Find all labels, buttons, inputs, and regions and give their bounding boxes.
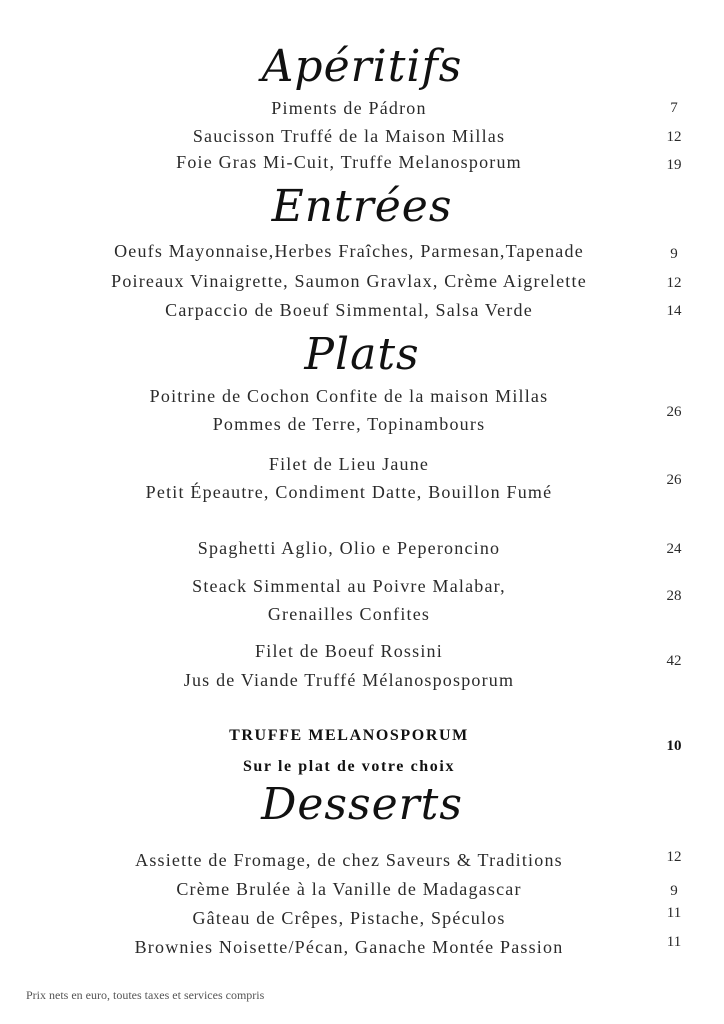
menu-item-name: Filet de Boeuf Rossini [255, 641, 443, 661]
menu-item-name: Gâteau de Crêpes, Pistache, Spéculos [192, 908, 506, 928]
menu-item-name: Assiette de Fromage, de chez Saveurs & Traditions [135, 850, 563, 870]
section-title-plats: Plats [304, 329, 420, 380]
menu-item-description: Petit Épeautre, Condiment Datte, Bouillon Fumé [145, 482, 553, 502]
menu-item-price: 42 [666, 653, 682, 669]
menu-item-price: 7 [670, 100, 678, 116]
special-price: 10 [666, 738, 682, 754]
special-subtitle: Sur le plat de votre choix [242, 758, 456, 775]
menu-item-price: 9 [670, 883, 678, 899]
section-title-aperitifs: Apéritifs [261, 41, 463, 92]
special-title: TRUFFE MELANOSPORUM [229, 727, 469, 744]
menu-item-name: Saucisson Truffé de la Maison Millas [192, 126, 506, 146]
menu-item-price: 14 [666, 303, 682, 319]
menu-item-description: Grenailles Confites [267, 604, 431, 624]
menu-item-price: 26 [666, 404, 682, 420]
menu-item-name: Foie Gras Mi-Cuit, Truffe Melanosporum [176, 152, 522, 172]
menu-item-price: 12 [666, 275, 682, 291]
menu-item-price: 24 [666, 541, 682, 557]
menu-item-name: Brownies Noisette/Pécan, Ganache Montée Passion [134, 937, 564, 957]
menu-item-name: Oeufs Mayonnaise,Herbes Fraîches, Parmesan,Tapenade [114, 241, 584, 261]
menu-item-price: 26 [666, 472, 682, 488]
menu-item-name: Filet de Lieu Jaune [268, 454, 430, 474]
menu-item-price: 28 [666, 588, 682, 604]
menu-item-name: Spaghetti Aglio, Olio e Peperoncino [197, 538, 501, 558]
section-title-entrees: Entrées [271, 181, 453, 232]
menu-item-name: Crème Brulée à la Vanille de Madagascar [176, 879, 522, 899]
section-title-desserts: Desserts [261, 779, 463, 830]
menu-item-description: Jus de Viande Truffé Mélanosposporum [183, 670, 515, 690]
footer-note: Prix nets en euro, toutes taxes et services compris [26, 988, 265, 1002]
menu-item-price: 19 [666, 157, 682, 173]
menu-item-name: Carpaccio de Boeuf Simmental, Salsa Verde [165, 300, 533, 320]
menu-item-name: Steack Simmental au Poivre Malabar, [192, 576, 506, 596]
menu-item-price: 11 [666, 905, 682, 921]
menu-item-name: Piments de Pádron [271, 98, 427, 118]
menu-item-price: 11 [666, 934, 682, 950]
menu-item-price: 12 [666, 849, 682, 865]
menu-item-description: Pommes de Terre, Topinambours [212, 414, 486, 434]
menu-item-price: 12 [666, 129, 682, 145]
menu-item-price: 9 [670, 246, 678, 262]
menu-item-name: Poireaux Vinaigrette, Saumon Gravlax, Crème Aigrelette [111, 271, 587, 291]
menu-item-name: Poitrine de Cochon Confite de la maison Millas [149, 386, 549, 406]
